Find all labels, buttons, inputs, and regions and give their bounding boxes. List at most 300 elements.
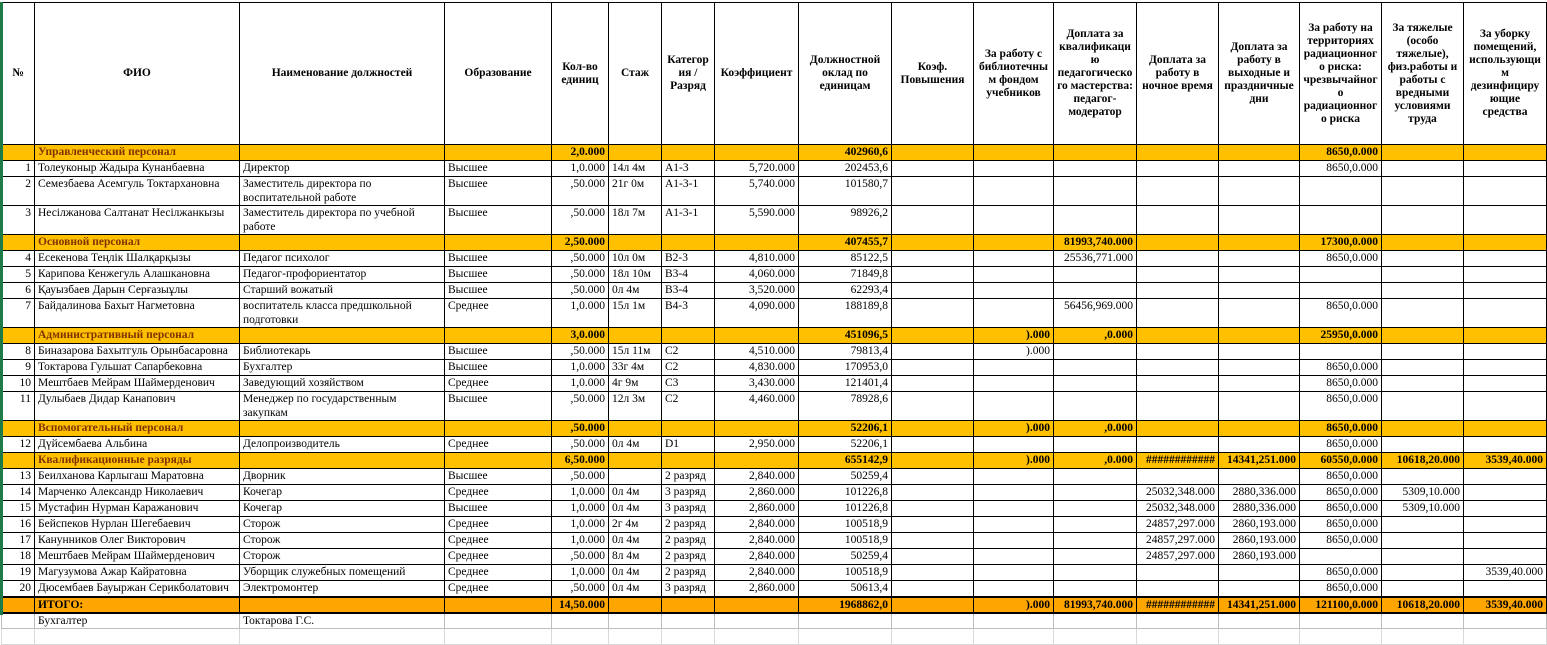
cell-num[interactable]: 1 — [2, 161, 35, 177]
cell-heavy[interactable] — [1382, 629, 1464, 645]
cell-category[interactable]: C2 — [662, 360, 715, 376]
cell-holidays[interactable]: 2880,336.000 — [1219, 501, 1300, 517]
cell-coefficient[interactable] — [715, 597, 799, 613]
cell-library[interactable] — [974, 235, 1054, 251]
cell-salary[interactable]: 451096,5 — [799, 328, 892, 344]
column-header-fio[interactable]: ФИО — [35, 3, 240, 145]
cell-raise[interactable] — [892, 469, 974, 485]
cell-heavy[interactable]: 10618,20.000 — [1382, 597, 1464, 613]
cell-night[interactable] — [1137, 145, 1219, 161]
cell-coefficient[interactable]: 2,860.000 — [715, 485, 799, 501]
cell-num[interactable] — [2, 421, 35, 437]
cell-units[interactable]: ,50.000 — [552, 581, 609, 597]
cell-units[interactable]: ,50.000 — [552, 251, 609, 267]
cell-night[interactable] — [1137, 206, 1219, 235]
cell-mastery[interactable] — [1054, 533, 1137, 549]
cell-cleaning[interactable] — [1464, 344, 1547, 360]
cell-position[interactable]: Сторож — [240, 549, 445, 565]
cell-units[interactable]: ,50.000 — [552, 344, 609, 360]
cell-fio[interactable] — [35, 629, 240, 645]
cell-radiation[interactable]: 8650,0.000 — [1300, 251, 1382, 267]
cell-cleaning[interactable] — [1464, 485, 1547, 501]
cell-category[interactable]: 2 разряд — [662, 565, 715, 581]
cell-category[interactable]: 2 разряд — [662, 533, 715, 549]
cell-cleaning[interactable]: 3539,40.000 — [1464, 453, 1547, 469]
cell-salary[interactable]: 101226,8 — [799, 501, 892, 517]
cell-heavy[interactable] — [1382, 299, 1464, 328]
cell-raise[interactable] — [892, 581, 974, 597]
cell-units[interactable]: ,50.000 — [552, 206, 609, 235]
cell-radiation[interactable] — [1300, 177, 1382, 206]
cell-holidays[interactable] — [1219, 251, 1300, 267]
cell-position[interactable]: Заместитель директора по учебной работе — [240, 206, 445, 235]
cell-salary[interactable]: 71849,8 — [799, 267, 892, 283]
cell-cleaning[interactable] — [1464, 501, 1547, 517]
cell-position[interactable] — [240, 235, 445, 251]
cell-num[interactable]: 15 — [2, 501, 35, 517]
cell-coefficient[interactable] — [715, 629, 799, 645]
cell-heavy[interactable]: 5309,10.000 — [1382, 485, 1464, 501]
cell-category[interactable]: B4-3 — [662, 299, 715, 328]
cell-library[interactable] — [974, 177, 1054, 206]
cell-education[interactable] — [445, 235, 552, 251]
cell-fio[interactable]: Марченко Александр Николаевич — [35, 485, 240, 501]
cell-raise[interactable] — [892, 344, 974, 360]
cell-fio[interactable]: Управленческий персонал — [35, 145, 240, 161]
cell-heavy[interactable] — [1382, 206, 1464, 235]
cell-holidays[interactable] — [1219, 376, 1300, 392]
column-header-education[interactable]: Образование — [445, 3, 552, 145]
cell-category[interactable]: 2 разряд — [662, 549, 715, 565]
cell-coefficient[interactable]: 3,430.000 — [715, 376, 799, 392]
cell-education[interactable]: Высшее — [445, 344, 552, 360]
cell-fio[interactable]: Квалификационные разряды — [35, 453, 240, 469]
cell-education[interactable]: Среднее — [445, 565, 552, 581]
cell-fio[interactable]: ИТОГО: — [35, 597, 240, 613]
cell-mastery[interactable]: 25536,771.000 — [1054, 251, 1137, 267]
cell-category[interactable]: C3 — [662, 376, 715, 392]
cell-radiation[interactable] — [1300, 206, 1382, 235]
cell-coefficient[interactable] — [715, 235, 799, 251]
cell-holidays[interactable] — [1219, 469, 1300, 485]
cell-cleaning[interactable] — [1464, 251, 1547, 267]
cell-experience[interactable]: 8л 4м — [609, 549, 662, 565]
cell-category[interactable]: B3-4 — [662, 283, 715, 299]
cell-education[interactable]: Среднее — [445, 517, 552, 533]
cell-position[interactable]: Электромонтер — [240, 581, 445, 597]
cell-education[interactable]: Высшее — [445, 161, 552, 177]
cell-fio[interactable]: Семезбаева Асемгуль Токтархановна — [35, 177, 240, 206]
cell-night[interactable]: 25032,348.000 — [1137, 501, 1219, 517]
cell-cleaning[interactable] — [1464, 145, 1547, 161]
cell-night[interactable] — [1137, 344, 1219, 360]
cell-holidays[interactable] — [1219, 235, 1300, 251]
cell-experience[interactable] — [609, 235, 662, 251]
cell-category[interactable]: 2 разряд — [662, 517, 715, 533]
cell-holidays[interactable] — [1219, 206, 1300, 235]
cell-experience[interactable]: 12л 3м — [609, 392, 662, 421]
cell-cleaning[interactable] — [1464, 267, 1547, 283]
cell-radiation[interactable]: 17300,0.000 — [1300, 235, 1382, 251]
cell-position[interactable]: Старший вожатый — [240, 283, 445, 299]
cell-category[interactable]: B2-3 — [662, 251, 715, 267]
cell-coefficient[interactable]: 2,840.000 — [715, 469, 799, 485]
column-header-experience[interactable]: Стаж — [609, 3, 662, 145]
cell-radiation[interactable] — [1300, 344, 1382, 360]
cell-num[interactable]: 10 — [2, 376, 35, 392]
cell-radiation[interactable]: 8650,0.000 — [1300, 145, 1382, 161]
cell-position[interactable]: Кочегар — [240, 485, 445, 501]
cell-heavy[interactable] — [1382, 328, 1464, 344]
cell-num[interactable]: 14 — [2, 485, 35, 501]
cell-coefficient[interactable] — [715, 328, 799, 344]
cell-category[interactable]: 2 разряд — [662, 469, 715, 485]
cell-night[interactable] — [1137, 283, 1219, 299]
cell-units[interactable]: 1,0.000 — [552, 376, 609, 392]
cell-mastery[interactable] — [1054, 549, 1137, 565]
cell-num[interactable]: 6 — [2, 283, 35, 299]
cell-cleaning[interactable] — [1464, 421, 1547, 437]
cell-fio[interactable]: Беилханова Карлыгаш Маратовна — [35, 469, 240, 485]
cell-position[interactable] — [240, 453, 445, 469]
cell-library[interactable] — [974, 145, 1054, 161]
cell-units[interactable]: 2,50.000 — [552, 235, 609, 251]
cell-radiation[interactable]: 8650,0.000 — [1300, 161, 1382, 177]
cell-holidays[interactable]: 2880,336.000 — [1219, 485, 1300, 501]
cell-num[interactable] — [2, 235, 35, 251]
column-header-salary[interactable]: Должностной оклад по единицам — [799, 3, 892, 145]
cell-holidays[interactable] — [1219, 581, 1300, 597]
cell-radiation[interactable]: 8650,0.000 — [1300, 392, 1382, 421]
cell-raise[interactable] — [892, 235, 974, 251]
cell-holidays[interactable]: 14341,251.000 — [1219, 597, 1300, 613]
cell-experience[interactable]: 18л 7м — [609, 206, 662, 235]
cell-radiation[interactable]: 8650,0.000 — [1300, 421, 1382, 437]
cell-education[interactable] — [445, 453, 552, 469]
cell-experience[interactable]: 10л 0м — [609, 251, 662, 267]
cell-salary[interactable]: 50259,4 — [799, 469, 892, 485]
cell-heavy[interactable] — [1382, 581, 1464, 597]
cell-night[interactable] — [1137, 251, 1219, 267]
cell-mastery[interactable]: ,0.000 — [1054, 453, 1137, 469]
cell-salary[interactable]: 98926,2 — [799, 206, 892, 235]
cell-position[interactable]: Кочегар — [240, 501, 445, 517]
cell-experience[interactable]: 0л 4м — [609, 565, 662, 581]
cell-fio[interactable]: Дүйсембаева Альбина — [35, 437, 240, 453]
cell-holidays[interactable] — [1219, 421, 1300, 437]
cell-heavy[interactable] — [1382, 392, 1464, 421]
cell-cleaning[interactable] — [1464, 581, 1547, 597]
cell-night[interactable]: 24857,297.000 — [1137, 517, 1219, 533]
cell-fio[interactable]: Несілжанова Салтанат Несілжанкызы — [35, 206, 240, 235]
cell-mastery[interactable] — [1054, 344, 1137, 360]
cell-library[interactable] — [974, 613, 1054, 629]
cell-salary[interactable]: 50613,4 — [799, 581, 892, 597]
column-header-night[interactable]: Доплата за работу в ночное время — [1137, 3, 1219, 145]
cell-education[interactable]: Высшее — [445, 206, 552, 235]
cell-holidays[interactable] — [1219, 565, 1300, 581]
cell-library[interactable] — [974, 251, 1054, 267]
cell-mastery[interactable] — [1054, 517, 1137, 533]
cell-units[interactable]: 1,0.000 — [552, 565, 609, 581]
cell-fio[interactable]: Байдалинова Бахыт Нагметовна — [35, 299, 240, 328]
cell-night[interactable] — [1137, 161, 1219, 177]
cell-num[interactable]: 8 — [2, 344, 35, 360]
cell-num[interactable]: 2 — [2, 177, 35, 206]
column-header-num[interactable]: № — [2, 3, 35, 145]
cell-mastery[interactable]: 81993,740.000 — [1054, 597, 1137, 613]
cell-salary[interactable]: 188189,8 — [799, 299, 892, 328]
cell-salary[interactable]: 100518,9 — [799, 565, 892, 581]
cell-category[interactable] — [662, 145, 715, 161]
cell-night[interactable]: 24857,297.000 — [1137, 549, 1219, 565]
cell-units[interactable]: ,50.000 — [552, 392, 609, 421]
cell-num[interactable]: 17 — [2, 533, 35, 549]
cell-units[interactable]: ,50.000 — [552, 421, 609, 437]
cell-night[interactable] — [1137, 360, 1219, 376]
cell-salary[interactable]: 402960,6 — [799, 145, 892, 161]
cell-salary[interactable]: 62293,4 — [799, 283, 892, 299]
cell-salary[interactable]: 407455,7 — [799, 235, 892, 251]
cell-coefficient[interactable]: 5,720.000 — [715, 161, 799, 177]
cell-radiation[interactable] — [1300, 267, 1382, 283]
cell-holidays[interactable] — [1219, 360, 1300, 376]
cell-category[interactable] — [662, 597, 715, 613]
cell-fio[interactable]: Мустафин Нурман Каражанович — [35, 501, 240, 517]
column-header-heavy[interactable]: За тяжелые (особо тяжелые), физ.работы и работы с вредными условиями труда — [1382, 3, 1464, 145]
cell-position[interactable]: Педагог-профориентатор — [240, 267, 445, 283]
cell-raise[interactable] — [892, 501, 974, 517]
cell-position[interactable]: Библиотекарь — [240, 344, 445, 360]
cell-units[interactable]: ,50.000 — [552, 283, 609, 299]
cell-units[interactable]: 2,0.000 — [552, 145, 609, 161]
cell-experience[interactable]: 0л 4м — [609, 501, 662, 517]
cell-num[interactable]: 13 — [2, 469, 35, 485]
cell-cleaning[interactable] — [1464, 235, 1547, 251]
cell-position[interactable]: Уборщик служебных помещений — [240, 565, 445, 581]
cell-holidays[interactable] — [1219, 437, 1300, 453]
cell-experience[interactable]: 21г 0м — [609, 177, 662, 206]
cell-num[interactable]: 12 — [2, 437, 35, 453]
cell-position[interactable] — [240, 421, 445, 437]
cell-salary[interactable]: 50259,4 — [799, 549, 892, 565]
cell-holidays[interactable] — [1219, 629, 1300, 645]
cell-raise[interactable] — [892, 299, 974, 328]
cell-category[interactable] — [662, 453, 715, 469]
cell-night[interactable] — [1137, 629, 1219, 645]
cell-cleaning[interactable]: 3539,40.000 — [1464, 565, 1547, 581]
cell-units[interactable] — [552, 629, 609, 645]
cell-cleaning[interactable] — [1464, 549, 1547, 565]
cell-coefficient[interactable]: 4,510.000 — [715, 344, 799, 360]
cell-night[interactable] — [1137, 437, 1219, 453]
cell-raise[interactable] — [892, 161, 974, 177]
cell-units[interactable]: 1,0.000 — [552, 485, 609, 501]
cell-education[interactable]: Среднее — [445, 581, 552, 597]
cell-num[interactable]: 16 — [2, 517, 35, 533]
cell-position[interactable] — [240, 597, 445, 613]
cell-education[interactable]: Среднее — [445, 533, 552, 549]
cell-units[interactable]: 1,0.000 — [552, 299, 609, 328]
cell-heavy[interactable] — [1382, 376, 1464, 392]
cell-fio[interactable]: Карипова Кенжегуль Алашкановна — [35, 267, 240, 283]
cell-coefficient[interactable]: 4,090.000 — [715, 299, 799, 328]
cell-experience[interactable]: 15л 11м — [609, 344, 662, 360]
cell-radiation[interactable]: 8650,0.000 — [1300, 581, 1382, 597]
cell-salary[interactable]: 121401,4 — [799, 376, 892, 392]
cell-education[interactable] — [445, 421, 552, 437]
cell-experience[interactable]: 18л 10м — [609, 267, 662, 283]
cell-coefficient[interactable]: 3,520.000 — [715, 283, 799, 299]
cell-position[interactable] — [240, 328, 445, 344]
cell-mastery[interactable] — [1054, 161, 1137, 177]
cell-raise[interactable] — [892, 533, 974, 549]
cell-num[interactable] — [2, 597, 35, 613]
cell-heavy[interactable] — [1382, 565, 1464, 581]
cell-salary[interactable]: 170953,0 — [799, 360, 892, 376]
cell-library[interactable]: ).000 — [974, 597, 1054, 613]
cell-experience[interactable]: 4г 9м — [609, 376, 662, 392]
cell-education[interactable]: Высшее — [445, 501, 552, 517]
cell-num[interactable]: 20 — [2, 581, 35, 597]
cell-library[interactable]: ).000 — [974, 453, 1054, 469]
cell-raise[interactable] — [892, 565, 974, 581]
cell-holidays[interactable] — [1219, 392, 1300, 421]
cell-salary[interactable]: 79813,4 — [799, 344, 892, 360]
cell-mastery[interactable] — [1054, 437, 1137, 453]
cell-radiation[interactable]: 8650,0.000 — [1300, 517, 1382, 533]
cell-education[interactable] — [445, 597, 552, 613]
cell-education[interactable] — [445, 613, 552, 629]
cell-radiation[interactable]: 8650,0.000 — [1300, 376, 1382, 392]
cell-radiation[interactable]: 8650,0.000 — [1300, 469, 1382, 485]
cell-raise[interactable] — [892, 485, 974, 501]
cell-salary[interactable]: 100518,9 — [799, 517, 892, 533]
cell-education[interactable]: Среднее — [445, 376, 552, 392]
cell-num[interactable]: 4 — [2, 251, 35, 267]
cell-coefficient[interactable]: 2,860.000 — [715, 501, 799, 517]
cell-library[interactable] — [974, 565, 1054, 581]
cell-holidays[interactable] — [1219, 177, 1300, 206]
cell-library[interactable] — [974, 392, 1054, 421]
cell-position[interactable]: Дворник — [240, 469, 445, 485]
cell-library[interactable] — [974, 299, 1054, 328]
cell-raise[interactable] — [892, 267, 974, 283]
cell-category[interactable]: 3 разряд — [662, 485, 715, 501]
cell-radiation[interactable]: 60550,0.000 — [1300, 453, 1382, 469]
cell-coefficient[interactable]: 4,830.000 — [715, 360, 799, 376]
cell-coefficient[interactable]: 4,810.000 — [715, 251, 799, 267]
cell-cleaning[interactable] — [1464, 392, 1547, 421]
cell-library[interactable] — [974, 437, 1054, 453]
cell-cleaning[interactable] — [1464, 161, 1547, 177]
cell-cleaning[interactable] — [1464, 299, 1547, 328]
cell-num[interactable]: 18 — [2, 549, 35, 565]
cell-position[interactable] — [240, 629, 445, 645]
cell-radiation[interactable]: 121100,0.000 — [1300, 597, 1382, 613]
cell-radiation[interactable] — [1300, 549, 1382, 565]
column-header-cleaning[interactable]: За уборку помещений, использующим дезинфицирующие средства — [1464, 3, 1547, 145]
cell-education[interactable] — [445, 145, 552, 161]
cell-mastery[interactable] — [1054, 613, 1137, 629]
cell-units[interactable]: 14,50.000 — [552, 597, 609, 613]
cell-raise[interactable] — [892, 283, 974, 299]
cell-units[interactable]: ,50.000 — [552, 437, 609, 453]
column-header-library[interactable]: За работу с библиотечным фондом учебников — [974, 3, 1054, 145]
cell-position[interactable]: Заведующий хозяйством — [240, 376, 445, 392]
cell-education[interactable]: Высшее — [445, 251, 552, 267]
cell-category[interactable]: C2 — [662, 392, 715, 421]
cell-position[interactable] — [240, 145, 445, 161]
cell-library[interactable] — [974, 533, 1054, 549]
cell-night[interactable] — [1137, 267, 1219, 283]
cell-num[interactable] — [2, 453, 35, 469]
cell-heavy[interactable] — [1382, 161, 1464, 177]
cell-mastery[interactable]: ,0.000 — [1054, 421, 1137, 437]
column-header-mastery[interactable]: Доплата за квалификацию педагогического мастерства: педагог-модератор — [1054, 3, 1137, 145]
cell-heavy[interactable] — [1382, 283, 1464, 299]
cell-holidays[interactable]: 2860,193.000 — [1219, 549, 1300, 565]
cell-position[interactable]: Заместитель директора по воспитательной работе — [240, 177, 445, 206]
cell-night[interactable] — [1137, 328, 1219, 344]
cell-num[interactable] — [2, 328, 35, 344]
cell-heavy[interactable] — [1382, 177, 1464, 206]
cell-category[interactable]: B3-4 — [662, 267, 715, 283]
cell-heavy[interactable] — [1382, 517, 1464, 533]
cell-coefficient[interactable]: 2,840.000 — [715, 533, 799, 549]
cell-units[interactable]: ,50.000 — [552, 267, 609, 283]
cell-night[interactable] — [1137, 613, 1219, 629]
cell-coefficient[interactable] — [715, 453, 799, 469]
cell-units[interactable]: 1,0.000 — [552, 501, 609, 517]
cell-fio[interactable]: Мештбаев Мейрам Шаймерденович — [35, 376, 240, 392]
cell-category[interactable] — [662, 613, 715, 629]
cell-heavy[interactable] — [1382, 267, 1464, 283]
cell-fio[interactable]: Мештбаев Мейрам Шаймерденович — [35, 549, 240, 565]
cell-heavy[interactable] — [1382, 533, 1464, 549]
cell-mastery[interactable] — [1054, 145, 1137, 161]
cell-cleaning[interactable] — [1464, 177, 1547, 206]
cell-raise[interactable] — [892, 549, 974, 565]
cell-library[interactable] — [974, 376, 1054, 392]
cell-cleaning[interactable] — [1464, 517, 1547, 533]
cell-heavy[interactable]: 10618,20.000 — [1382, 453, 1464, 469]
cell-holidays[interactable]: 14341,251.000 — [1219, 453, 1300, 469]
cell-category[interactable] — [662, 629, 715, 645]
cell-salary[interactable]: 52206,1 — [799, 437, 892, 453]
cell-mastery[interactable] — [1054, 485, 1137, 501]
cell-experience[interactable]: 0л 4м — [609, 283, 662, 299]
cell-raise[interactable] — [892, 629, 974, 645]
cell-radiation[interactable]: 8650,0.000 — [1300, 437, 1382, 453]
cell-coefficient[interactable]: 5,740.000 — [715, 177, 799, 206]
cell-library[interactable] — [974, 485, 1054, 501]
cell-category[interactable]: 3 разряд — [662, 581, 715, 597]
cell-night[interactable]: ############ — [1137, 597, 1219, 613]
cell-holidays[interactable] — [1219, 344, 1300, 360]
cell-library[interactable] — [974, 161, 1054, 177]
cell-holidays[interactable] — [1219, 328, 1300, 344]
cell-mastery[interactable]: ,0.000 — [1054, 328, 1137, 344]
cell-cleaning[interactable]: 3539,40.000 — [1464, 597, 1547, 613]
cell-fio[interactable]: Бейспеков Нурлан Шегебаевич — [35, 517, 240, 533]
cell-raise[interactable] — [892, 328, 974, 344]
cell-raise[interactable] — [892, 597, 974, 613]
cell-holidays[interactable] — [1219, 283, 1300, 299]
cell-night[interactable] — [1137, 376, 1219, 392]
cell-raise[interactable] — [892, 145, 974, 161]
cell-num[interactable] — [2, 629, 35, 645]
